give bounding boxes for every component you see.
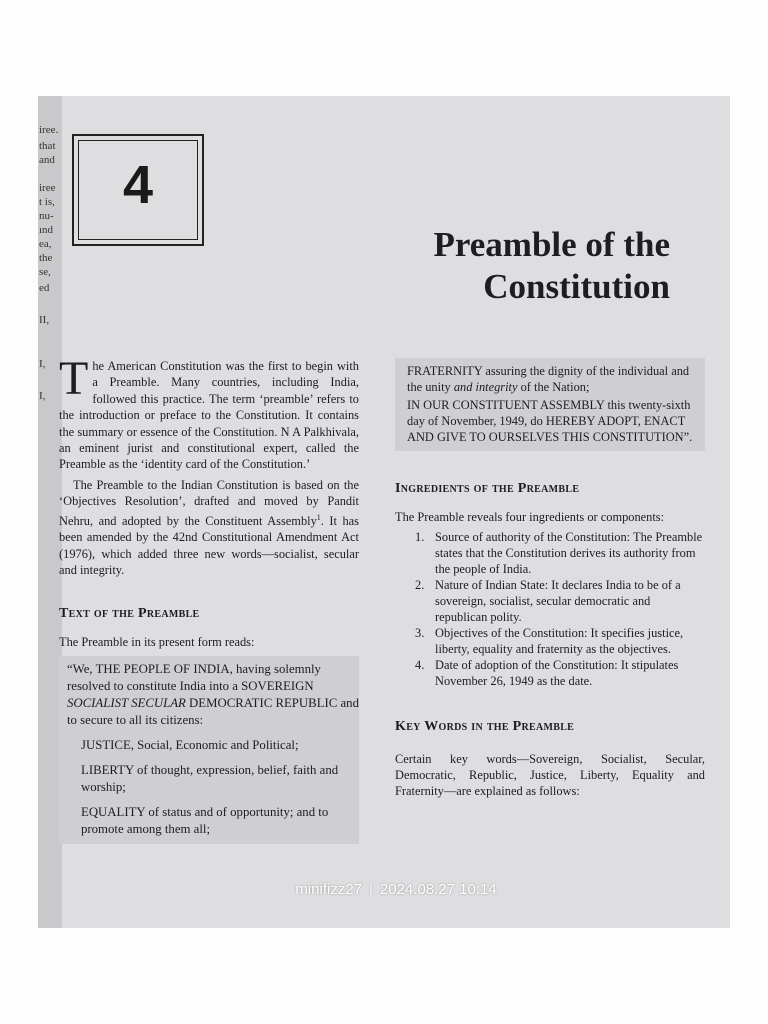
preamble-assembly: IN OUR CONSTITUENT ASSEMBLY this twenty-sixth day of November, 1949, do HEREBY ADOPT, ENACT AND GIVE TO OURSELVES THIS CONSTITUTION”. — [407, 398, 693, 444]
section-heading-text: Text of the Preamble — [59, 606, 200, 622]
quote-italic: and integrity — [453, 380, 518, 394]
list-text: Source of authority of the Constitution: The Preamble states that the Constitution derives its authority from the people of India. — [435, 530, 703, 576]
intro-text: he American Constitution was the first to begin with a Preamble. Many countries, including India, followed this practice. The term ‘preamble’ refers to the introduction or preface to the Constitution. It contains the summary or essence of the Constitution. N A Palkhivala, an eminent jurist and constitutional expert, called the Preamble as the ‘identity card of the Constitution.’ — [59, 359, 359, 472]
gutter-fragment: iree — [39, 182, 56, 194]
section-heading-ingredients: Ingredients of the Preamble — [395, 481, 580, 496]
preamble-fraternity — [407, 363, 705, 395]
preamble-quote-continued — [395, 358, 705, 451]
ingredients-intro: The Preamble reveals four ingredients or components: — [395, 510, 665, 524]
quote-text: “We, THE PEOPLE OF INDIA, having solemnly resolved to constitute India into a SOVEREIGN — [67, 662, 321, 694]
gutter-fragment: II, — [39, 314, 50, 326]
left-column — [59, 352, 359, 844]
right-column — [395, 358, 705, 799]
list-item — [395, 577, 705, 625]
drop-cap: T — [59, 352, 89, 405]
list-number: 3. — [415, 626, 425, 640]
preamble-quote-block — [59, 656, 359, 844]
list-number: 2. — [415, 578, 425, 592]
list-text: Date of adoption of the Constitution: It stipulates November 26, 1949 as the date. — [435, 658, 679, 688]
gutter-fragment: t is, — [39, 196, 55, 208]
intro-text: The Preamble to the Indian Constitution is based on the ‘Objectives Resolution’, drafted and moved by Pandit Nehru, and adopted by the Constituent Assembly — [59, 477, 359, 528]
gutter-fragment: iree. — [39, 124, 59, 136]
page-photo — [38, 96, 730, 928]
intro-paragraph — [59, 352, 359, 473]
chapter-title-line: Constitution — [483, 267, 670, 306]
text-intro: The Preamble in its present form reads: — [59, 634, 255, 649]
keywords-text: Certain key words—Sovereign, Socialist, Secular, Democratic, Republic, Justice, Liberty, Equality and Fraternity—are explained as follows: — [395, 752, 705, 798]
list-item — [395, 529, 705, 577]
list-item — [395, 657, 705, 689]
gutter-fragment: ea, — [39, 238, 52, 250]
list-number: 1. — [415, 530, 425, 544]
watermark-separator: | — [369, 881, 373, 898]
section-heading-keywords: Key Words in the Preamble — [395, 719, 575, 734]
preamble-equality: EQUALITY of status and of opportunity; and to promote among them all; — [81, 805, 329, 837]
watermark-name: minifizz27 — [295, 881, 362, 898]
preamble-opening — [67, 661, 359, 729]
gutter-fragment: nu- — [39, 210, 54, 222]
ingredients-list — [395, 529, 705, 689]
gutter-fragment: I, — [39, 390, 46, 402]
intro-text: . It has been amended by the 42nd Constitutional Amendment Act (1976), which added three new words—socialist, secular and integrity. — [59, 513, 359, 577]
gutter-fragment: I, — [39, 358, 46, 370]
chapter-title — [433, 224, 670, 308]
chapter-number-box — [72, 134, 204, 246]
gutter-fragment: and — [39, 154, 55, 166]
list-text: Nature of Indian State: It declares India to be of a sovereign, socialist, secular democratic and republican polity. — [435, 578, 681, 624]
footnote-marker: 1 — [316, 512, 321, 522]
list-item — [395, 625, 705, 657]
gutter-fragment: ed — [39, 282, 50, 294]
gutter-fragment: that — [39, 140, 56, 152]
intro-paragraph-2 — [59, 477, 359, 579]
gutter-fragment: the — [39, 252, 53, 264]
chapter-title-line: Preamble of the — [433, 225, 670, 264]
watermark-datetime: 2024.08.27 10:14 — [379, 881, 497, 898]
gutter-fragment: ınd — [39, 224, 54, 236]
quote-text: FRATERNITY assuring the dignity of the individual and the unity — [407, 364, 690, 394]
quote-text: of the Nation; — [517, 380, 590, 394]
chapter-number: 4 — [122, 155, 154, 215]
book-page — [59, 96, 730, 928]
preamble-liberty: LIBERTY of thought, expression, belief, faith and worship; — [81, 763, 339, 795]
gutter-fragment: se, — [39, 266, 51, 278]
list-number: 4. — [415, 658, 425, 672]
list-text: Objectives of the Constitution: It specifies justice, liberty, equality and fraternity as the objectives. — [435, 626, 684, 656]
preamble-justice: JUSTICE, Social, Economic and Political; — [81, 738, 299, 753]
photo-watermark — [62, 881, 730, 898]
quote-text: DEMOCRATIC REPUBLIC and to secure to all its citizens: — [67, 696, 359, 728]
quote-italic: SOCIALIST SECULAR — [67, 696, 186, 711]
